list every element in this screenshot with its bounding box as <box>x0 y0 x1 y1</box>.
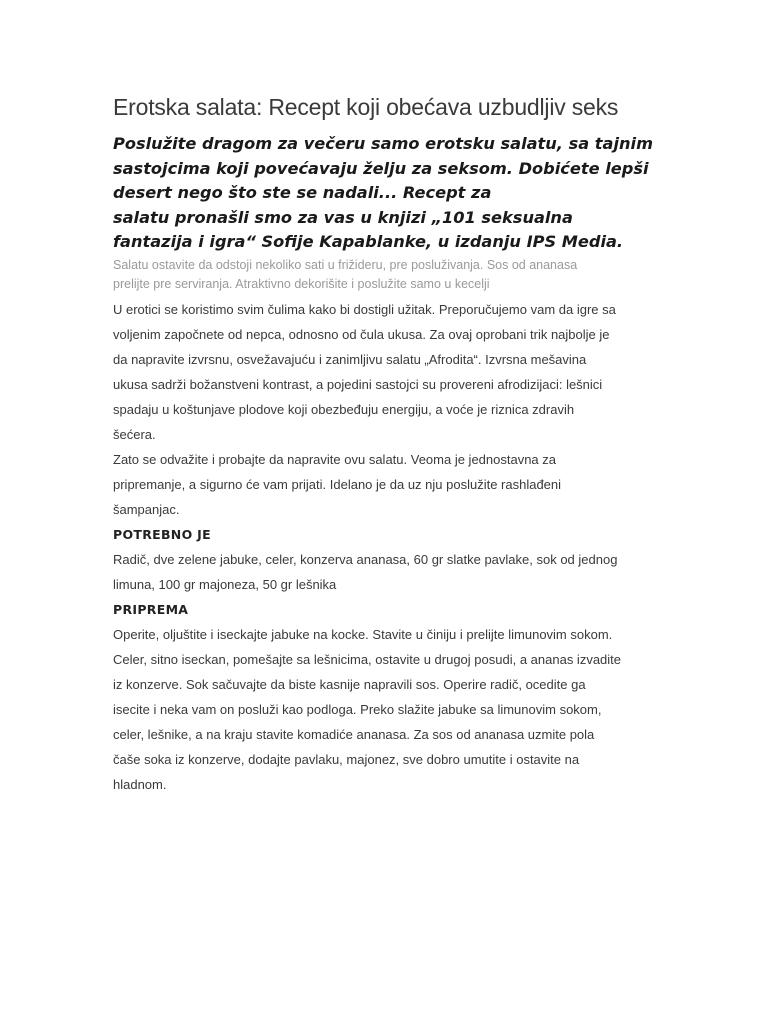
preparation-paragraph <box>113 622 653 797</box>
article-title: Erotska salata: Recept koji obećava uzbudljiv seks <box>113 94 619 120</box>
image-caption <box>113 256 653 294</box>
body-line: pripremanje, a sigurno će vam prijati. Idelano je da uz nju poslužite rashlađeni <box>113 476 562 492</box>
lead-line: fantazija i igra“ Sofije Kapablanke, u izdanju IPS Media. <box>113 232 624 251</box>
body-line: U erotici se koristimo svim čulima kako bi dostigli užitak. Preporučujemo vam da igre sa <box>113 301 616 317</box>
body-line: Zato se odvažite i probajte da napravite ovu salatu. Veoma je jednostavna za <box>113 451 557 467</box>
ingredients-heading: POTREBNO JE <box>113 526 211 542</box>
caption-line: prelijte pre serviranja. Atraktivno dekorišite i poslužite samo u kecelji <box>113 276 490 291</box>
lead-line: salatu pronašli smo za vas u knjizi „101 seksualna <box>113 207 573 227</box>
body-line: čaše soka iz konzerve, dodajte pavlaku, majonez, sve dobro umutite i ostavite na <box>113 751 580 767</box>
body-line: isecite i neka vam on posluži kao podloga. Preko slažite jabuke sa limunovim sokom, <box>113 701 602 717</box>
article <box>113 92 653 797</box>
body-line: celer, lešnike, a na kraju stavite komadiće ananasa. Za sos od ananasa uzmite pola <box>113 726 595 742</box>
second-paragraph <box>113 447 653 522</box>
body-line: šećera. <box>113 426 156 442</box>
lead-line: desert nego što ste se nadali... Recept za <box>113 183 492 202</box>
body-line: šampanjac. <box>113 501 180 517</box>
caption-line: Salatu ostavite da odstoji nekoliko sati u frižideru, pre posluživanja. Sos od ananasa <box>113 257 578 272</box>
body-line: Radič, dve zelene jabuke, celer, konzerva ananasa, 60 gr slatke pavlake, sok od jednog <box>113 551 618 567</box>
body-line: ukusa sadrži božanstveni kontrast, a pojedini sastojci su provereni afrodizijaci: lešnici <box>113 376 603 392</box>
body-line: da napravite izvrsnu, osvežavajuću i zanimljivu salatu „Afrodita“. Izvrsna mešavina <box>113 351 587 367</box>
ingredients-paragraph <box>113 547 653 597</box>
body-line: voljenim započnete od nepca, odnosno od čula ukusa. Za ovaj oprobani trik najbolje je <box>113 326 610 342</box>
body-line: Operite, oljuštite i iseckajte jabuke na kocke. Stavite u činiju i prelijte limunovim sokom. <box>113 626 613 642</box>
article-lead <box>113 132 653 255</box>
body-line: limuna, 100 gr majoneza, 50 gr lešnika <box>113 576 337 592</box>
lead-line: sastojcima koji povećavaju želju za seksom. Dobićete lepši <box>113 158 649 178</box>
body-line: hladnom. <box>113 776 167 792</box>
body-line: iz konzerve. Sok sačuvajte da biste kasnije napravili sos. Operire radič, ocedite ga <box>113 676 586 692</box>
lead-line: Poslužite dragom za večeru samo erotsku salatu, sa tajnim <box>113 134 653 153</box>
preparation-heading: PRIPREMA <box>113 601 189 617</box>
intro-paragraph <box>113 297 653 447</box>
body-line: Celer, sitno iseckan, pomešajte sa lešnicima, ostavite u drugoj posudi, a ananas izvadite <box>113 651 622 667</box>
body-line: spadaju u koštunjave plodove koji obezbeđuju energiju, a voće je riznica zdravih <box>113 401 575 417</box>
